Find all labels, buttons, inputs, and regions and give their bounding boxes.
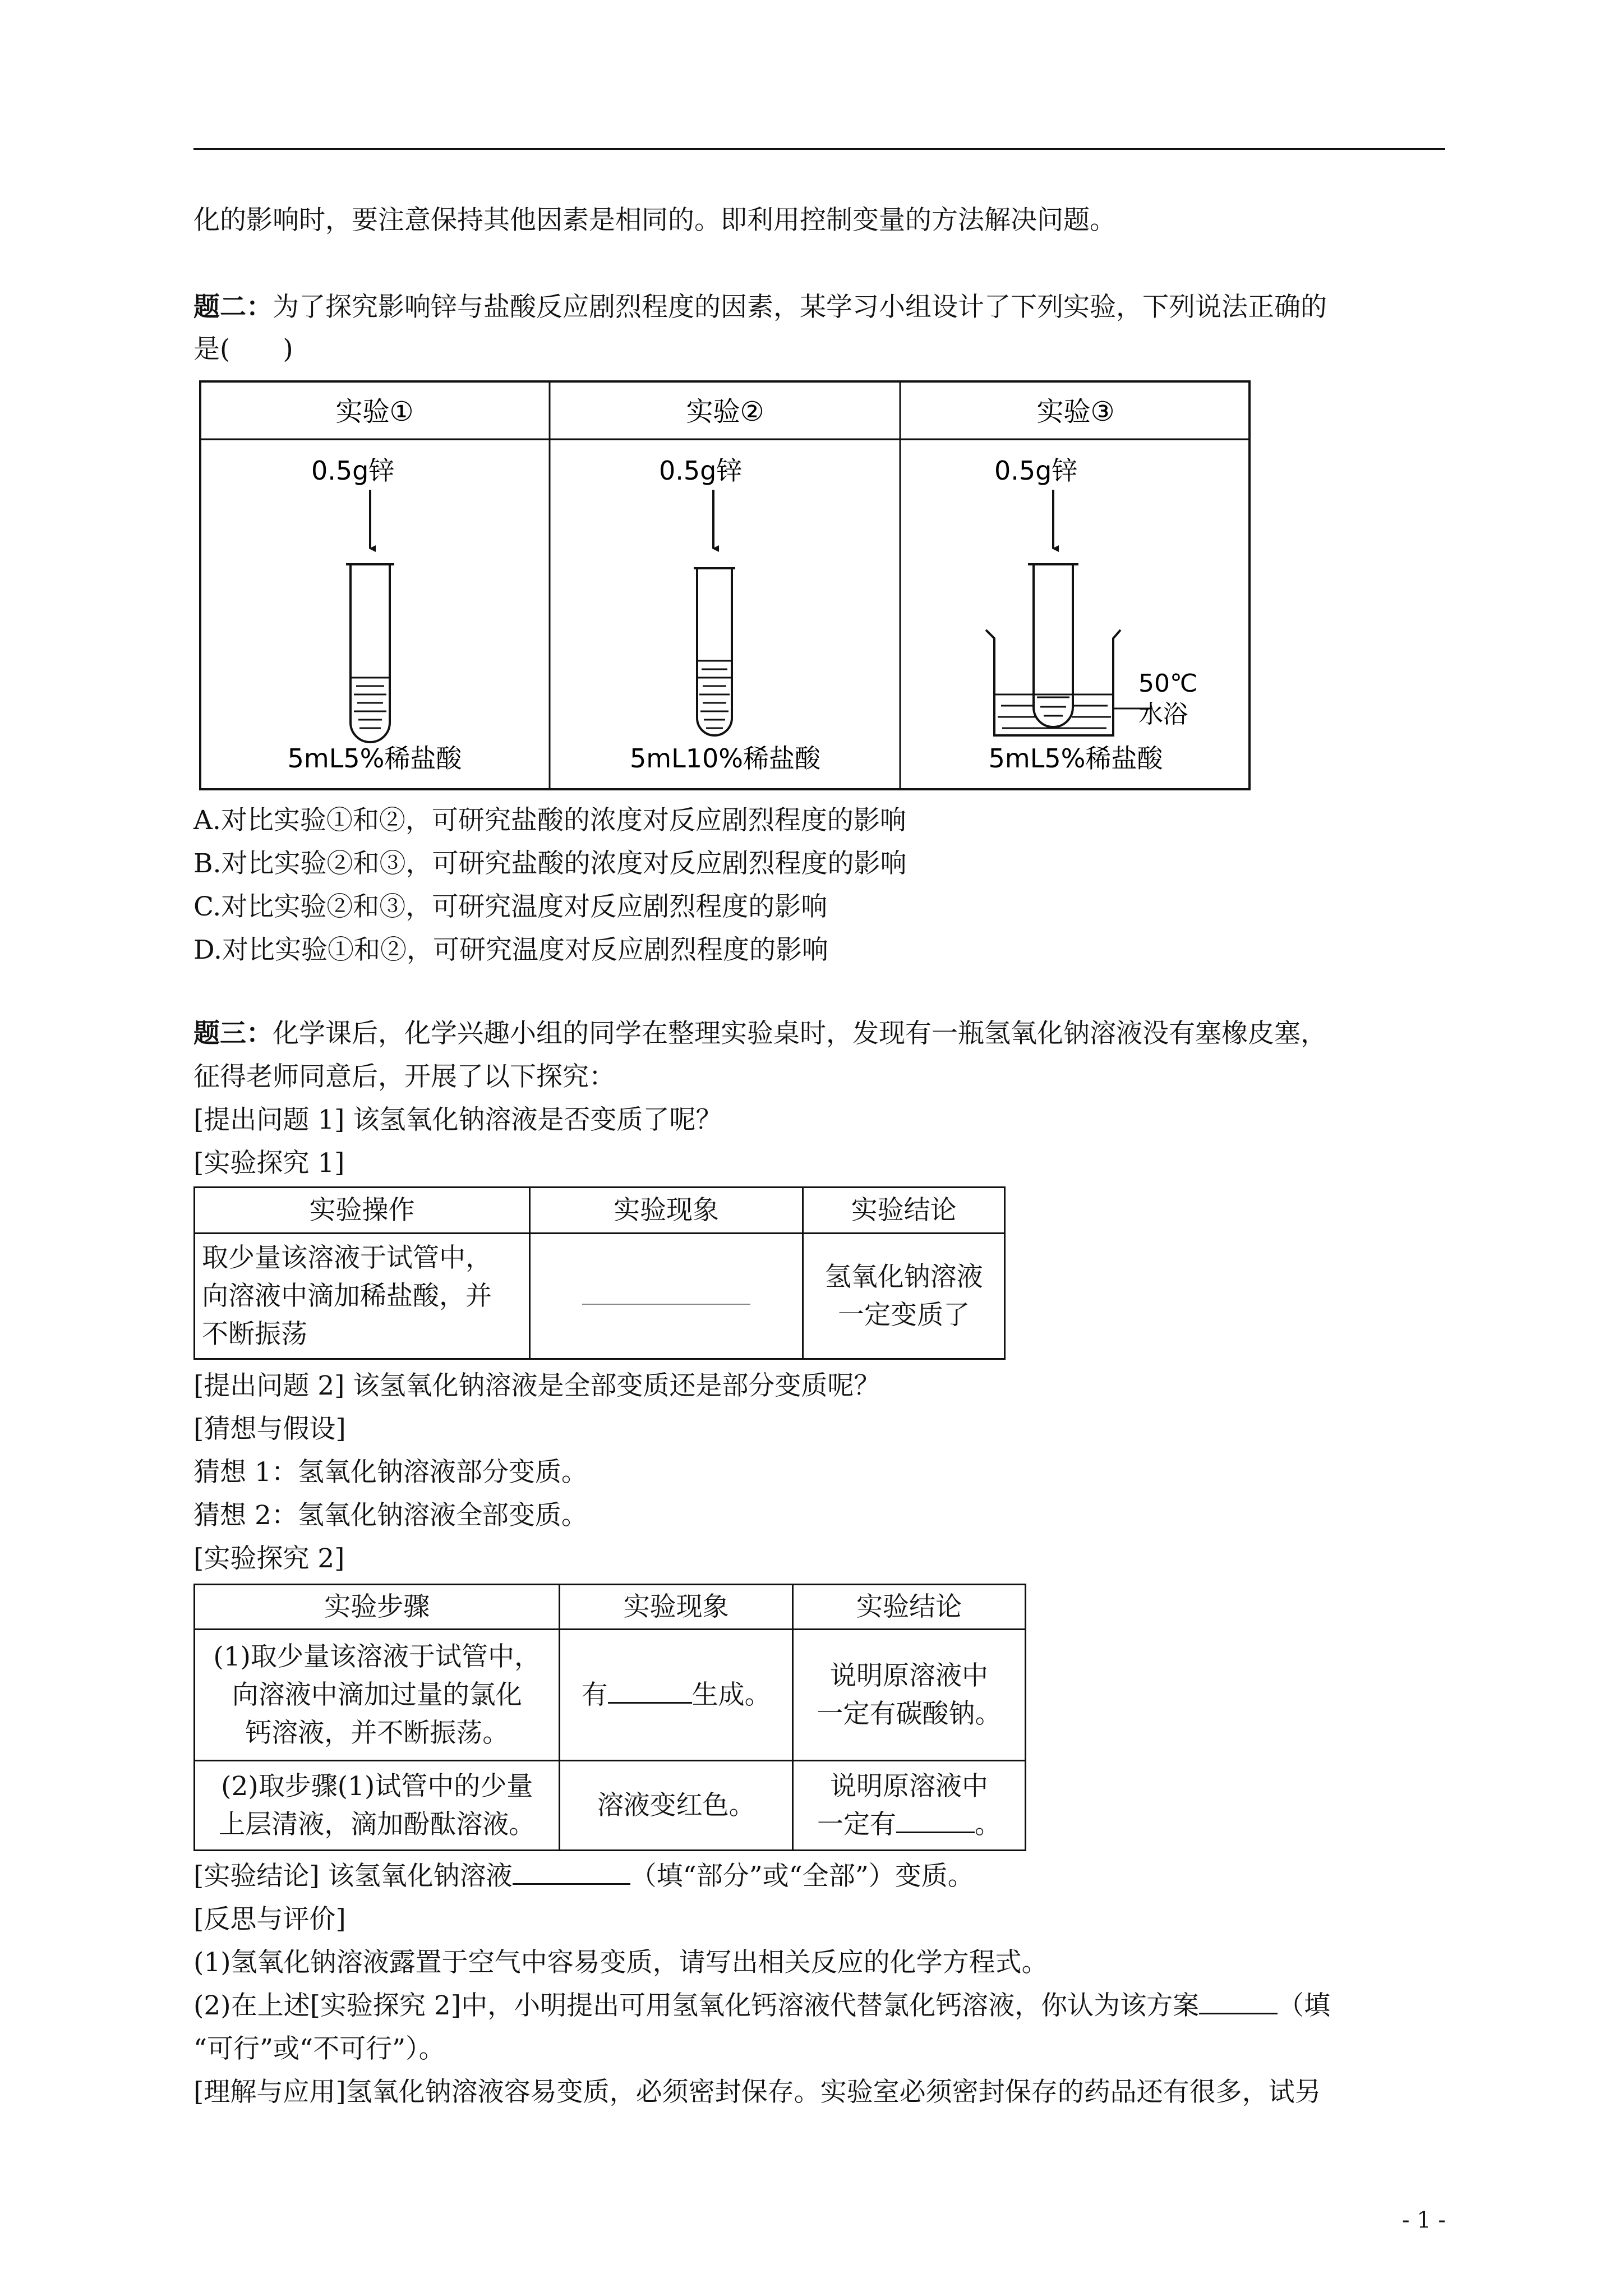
table1-conclusion-cell xyxy=(803,1234,1005,1359)
table1-operation-line: 不断振荡 xyxy=(202,1318,307,1350)
table2-step-line: (1)取少量该溶液于试管中， xyxy=(213,1641,541,1672)
answer-blank[interactable] xyxy=(608,1680,692,1704)
table2-step-line: 上层清液，滴加酚酞溶液。 xyxy=(219,1809,536,1840)
bath-temperature: 50℃ xyxy=(1138,669,1198,698)
q2-label: 题二： xyxy=(193,292,273,323)
q2-option-a: A.对比实验①和②，可研究盐酸的浓度对反应剧烈程度的影响 xyxy=(193,805,906,836)
table2-step-line: (2)取步骤(1)试管中的少量 xyxy=(221,1770,533,1802)
reflect-title: [反思与评价] xyxy=(193,1904,346,1935)
table2-header-steps: 实验步骤 xyxy=(195,1585,560,1630)
table2-step-line: 钙溶液，并不断振荡。 xyxy=(245,1717,509,1749)
intro-line: 化的影响时，要注意保持其他因素是相同的。即利用控制变量的方法解决问题。 xyxy=(193,205,1116,236)
experiment-1-solution: 5mL5%稀盐酸 xyxy=(287,743,462,774)
apply-line: [理解与应用]氢氧化钠溶液容易变质，必须密封保存。实验室必须密封保存的药品还有很多，试另 xyxy=(193,2077,1321,2108)
experiment-2-solution: 5mL10%稀盐酸 xyxy=(630,743,820,774)
problem-2: [提出问题 2] 该氢氧化钠溶液是全部变质还是部分变质呢？ xyxy=(193,1370,880,1401)
q3-label: 题三： xyxy=(193,1018,273,1049)
table1-operation-line: 向溶液中滴加稀盐酸，并 xyxy=(202,1280,492,1312)
q2-option-b: B.对比实验②和③，可研究盐酸的浓度对反应剧烈程度的影响 xyxy=(193,848,907,879)
bath-label: 水浴 xyxy=(1138,700,1188,729)
table1-operation-line: 取少量该溶液于试管中， xyxy=(202,1242,492,1273)
q2-option-d: D.对比实验①和②，可研究温度对反应剧烈程度的影响 xyxy=(193,935,828,965)
test-tube-icon xyxy=(694,568,735,735)
reflect-2-line-2: “可行”或“不可行”）。 xyxy=(193,2033,445,2064)
experiment-2 xyxy=(630,396,821,774)
test-tube-icon xyxy=(1028,564,1078,727)
conclusion-hint: （填“部分”或“全部”）变质。 xyxy=(630,1861,974,1892)
table2-conclusion-line: 说明原溶液中 xyxy=(829,1660,988,1691)
experiment-1-header: 实验① xyxy=(335,396,414,427)
table1-conclusion-line: 一定变质了 xyxy=(838,1299,970,1331)
test-tube-icon xyxy=(346,564,394,742)
q2-text-1: 为了探究影响锌与盐酸反应剧烈程度的因素，某学习小组设计了下列实验，下列说法正确的 xyxy=(273,292,1327,323)
experiment-table-2 xyxy=(193,1584,1026,1851)
table1-conclusion-line: 氢氧化钠溶液 xyxy=(824,1261,983,1292)
experiment-3 xyxy=(986,396,1197,774)
table2-conclusion-line: 说明原溶液中 xyxy=(829,1770,988,1802)
beaker-icon xyxy=(986,630,1121,735)
explore-2-title: [实验探究 2] xyxy=(193,1543,345,1574)
guess-2: 猜想 2：氢氧化钠溶液全部变质。 xyxy=(193,1500,588,1531)
q3-line-2: 征得老师同意后，开展了以下探究： xyxy=(193,1061,615,1092)
experiment-figure xyxy=(199,380,1251,790)
page-number: - 1 - xyxy=(1402,2207,1446,2233)
experiment-table-1 xyxy=(193,1186,1006,1360)
experiment-3-solution: 5mL5%稀盐酸 xyxy=(988,743,1163,774)
header-rule xyxy=(193,148,1445,150)
table2-header-phenomenon: 实验现象 xyxy=(560,1585,793,1630)
table1-header-operation: 实验操作 xyxy=(195,1188,530,1234)
table2-phenomenon-1 xyxy=(560,1630,793,1761)
q2-line-2: 是( ) xyxy=(193,334,293,365)
reflect-2 xyxy=(193,1985,1330,2027)
experiment-1 xyxy=(288,396,463,774)
table2-conclusion-2 xyxy=(792,1761,1025,1851)
table2-step-1 xyxy=(195,1630,560,1761)
q2-line-1 xyxy=(193,286,1327,329)
conclusion-prefix: 一定有 xyxy=(817,1809,896,1840)
hypothesis-title: [猜想与假设] xyxy=(193,1414,346,1444)
experiment-3-reagent: 0.5g锌 xyxy=(994,455,1078,486)
table2-header-conclusion: 实验结论 xyxy=(792,1585,1025,1630)
table2-conclusion-line: 一定有碳酸钠。 xyxy=(817,1698,1002,1729)
table2-phenomenon-2: 溶液变红色。 xyxy=(560,1761,793,1851)
conclusion-suffix: 。 xyxy=(974,1809,1001,1840)
table1-header-phenomenon: 实验现象 xyxy=(530,1188,803,1234)
reflect-2-text: (2)在上述[实验探究 2]中，小明提出可用氢氧化钙溶液代替氯化钙溶液，你认为该方案 xyxy=(193,1990,1200,2021)
experiment-conclusion xyxy=(193,1855,974,1898)
phenomenon-suffix: 生成。 xyxy=(691,1679,771,1710)
phenomenon-prefix: 有 xyxy=(581,1679,608,1710)
problem-1: [提出问题 1] 该氢氧化钠溶液是否变质了呢？ xyxy=(193,1105,722,1135)
conclusion-text: [实验结论] 该氢氧化钠溶液 xyxy=(193,1861,513,1892)
explore-1-title: [实验探究 1] xyxy=(193,1148,345,1179)
reflect-1: (1)氢氧化钠溶液露置于空气中容易变质，请写出相关反应的化学方程式。 xyxy=(193,1947,1048,1978)
table1-header-conclusion: 实验结论 xyxy=(803,1188,1005,1234)
reflect-2-hint: （填 xyxy=(1278,1990,1331,2021)
guess-1: 猜想 1：氢氧化钠溶液部分变质。 xyxy=(193,1457,588,1488)
answer-blank[interactable] xyxy=(896,1809,975,1833)
q3-line-1 xyxy=(193,1013,1327,1055)
experiment-2-reagent: 0.5g锌 xyxy=(659,455,743,486)
q3-text-1: 化学课后，化学兴趣小组的同学在整理实验桌时，发现有一瓶氢氧化钠溶液没有塞橡皮塞， xyxy=(273,1018,1327,1049)
experiment-1-reagent: 0.5g锌 xyxy=(311,455,395,486)
table2-conclusion-1 xyxy=(792,1630,1025,1761)
answer-blank[interactable] xyxy=(1199,1990,1278,2014)
table2-conclusion-line xyxy=(800,1806,1018,1844)
q2-option-c: C.对比实验②和③，可研究温度对反应剧烈程度的影响 xyxy=(193,891,828,922)
answer-blank[interactable] xyxy=(513,1861,630,1885)
table2-step-2 xyxy=(195,1761,560,1851)
experiment-3-header: 实验③ xyxy=(1036,396,1115,427)
table1-operation-cell xyxy=(195,1234,530,1359)
table1-phenomenon-cell xyxy=(530,1234,803,1359)
experiment-2-header: 实验② xyxy=(686,396,764,427)
answer-blank[interactable] xyxy=(582,1281,750,1305)
table2-step-line: 向溶液中滴加过量的氯化 xyxy=(232,1679,522,1710)
